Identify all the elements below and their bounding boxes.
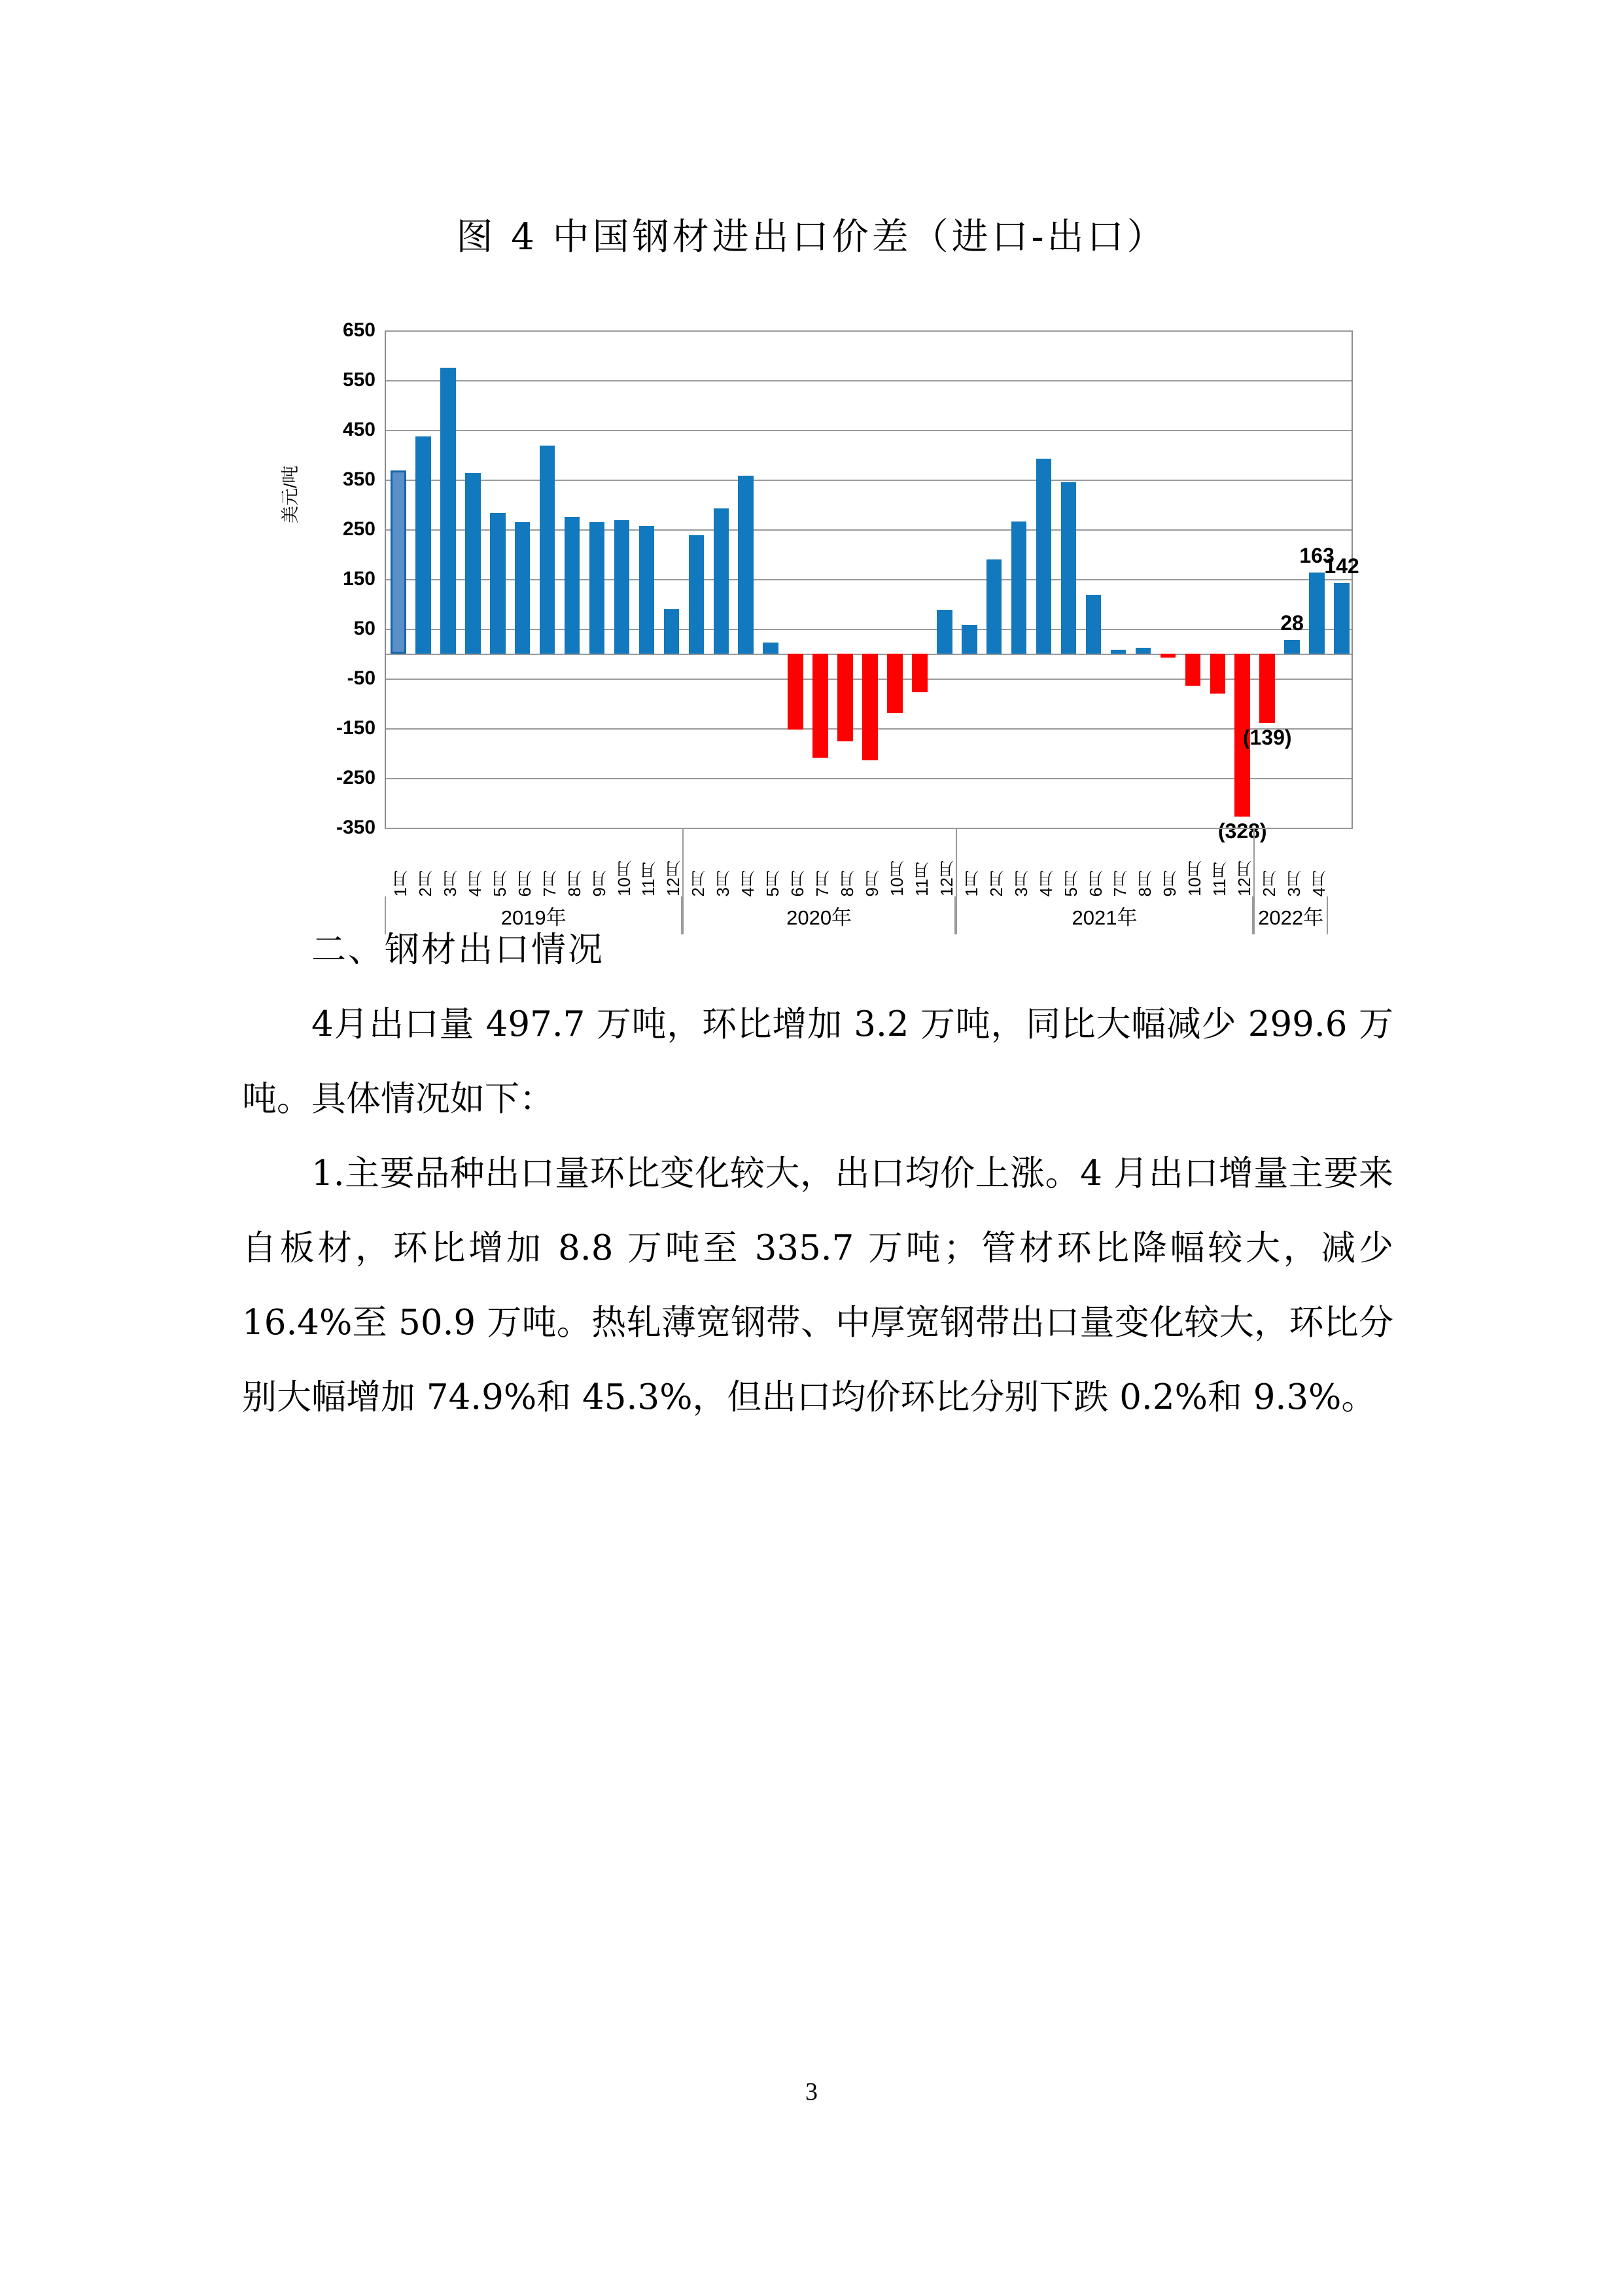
- bar[interactable]: [1334, 583, 1350, 654]
- x-tick-label: 4月: [738, 870, 758, 896]
- bar[interactable]: [614, 520, 630, 654]
- x-tick-label: 6月: [788, 870, 808, 896]
- y-tick-label: 150: [342, 568, 375, 590]
- x-tick-label: 9月: [589, 870, 609, 896]
- y-axis-title: 美元/吨: [281, 465, 300, 523]
- x-tick-label: 5月: [1060, 870, 1081, 896]
- x-tick-label: 8月: [564, 870, 584, 896]
- bar[interactable]: [1185, 654, 1201, 686]
- bar[interactable]: [788, 654, 803, 730]
- bar[interactable]: [1309, 573, 1325, 654]
- y-tick-label: 350: [342, 468, 375, 490]
- x-tick-label: 2月: [1259, 870, 1280, 896]
- year-separator: [1253, 828, 1255, 896]
- year-separator: [682, 828, 684, 896]
- x-tick-label: 5月: [763, 870, 783, 896]
- x-tick-label: 3月: [713, 870, 733, 896]
- bar[interactable]: [664, 609, 680, 654]
- bar[interactable]: [689, 535, 705, 654]
- x-tick-label: 3月: [440, 870, 460, 896]
- bar[interactable]: [639, 526, 655, 654]
- y-tick-label: -50: [347, 667, 375, 689]
- bar[interactable]: [962, 625, 977, 654]
- bar[interactable]: [1259, 654, 1275, 723]
- x-tick-label: 2月: [688, 870, 708, 896]
- bar[interactable]: [1086, 595, 1102, 654]
- bar[interactable]: [565, 517, 580, 654]
- x-tick-label: 4月: [464, 870, 485, 896]
- x-tick-label: 9月: [862, 870, 882, 896]
- x-tick-label: 2月: [415, 870, 435, 896]
- bar-data-label: (328): [1217, 819, 1267, 843]
- bar[interactable]: [887, 654, 903, 713]
- x-tick-label: 12月: [936, 860, 956, 896]
- section-heading: 二、钢材出口情况: [311, 930, 604, 970]
- x-tick-label: 1月: [961, 870, 981, 896]
- y-tick-label: 50: [353, 618, 375, 639]
- paragraph-2: 1.主要品种出口量环比变化较大，出口均价上涨。4 月出口增量主要来自板材，环比增加 8.8 万吨至 335.7 万吨；管材环比降幅较大，减少 16.4%至 50.9 万吨。热轧薄宽钢带、中厚宽钢带出口量变化较大，环比分别大幅增加 74.9%和 45.3%，但出口均价环比分别下跌 0.2%和 9.3%。: [242, 1154, 1393, 1417]
- x-tick-label: 12月: [663, 860, 684, 896]
- bar[interactable]: [763, 643, 778, 654]
- bar[interactable]: [440, 368, 456, 654]
- bar[interactable]: [738, 476, 754, 654]
- bar-series: [386, 330, 1359, 843]
- bar[interactable]: [912, 654, 928, 692]
- x-axis-month-labels: [385, 828, 1353, 896]
- x-axis-year-label: 2021年: [956, 896, 1253, 934]
- x-tick-label: 8月: [837, 870, 858, 896]
- y-axis-tick-labels: [294, 308, 381, 838]
- bar[interactable]: [1136, 648, 1151, 654]
- bar[interactable]: [515, 522, 531, 654]
- x-axis-year-label: 2019年: [385, 896, 682, 934]
- body-text: [242, 913, 1393, 1435]
- x-tick-label: 10月: [886, 860, 907, 896]
- y-tick-label: 250: [342, 518, 375, 540]
- x-tick-label: 4月: [1309, 870, 1329, 896]
- bar[interactable]: [937, 610, 952, 654]
- bar[interactable]: [391, 470, 406, 654]
- bar-data-label: 163: [1299, 544, 1335, 568]
- bar[interactable]: [1036, 459, 1052, 654]
- bar[interactable]: [862, 654, 878, 760]
- bar[interactable]: [1111, 650, 1126, 654]
- x-axis-year-label: 2022年: [1253, 896, 1328, 934]
- x-tick-label: 12月: [1234, 860, 1255, 896]
- x-tick-label: 6月: [514, 870, 534, 896]
- bar[interactable]: [812, 654, 828, 758]
- x-tick-label: 6月: [1085, 870, 1106, 896]
- x-tick-label: 11月: [638, 862, 659, 896]
- y-tick-label: -150: [336, 717, 375, 739]
- x-tick-label: 10月: [1185, 860, 1205, 896]
- bar[interactable]: [1284, 640, 1300, 654]
- bar[interactable]: [1210, 654, 1226, 694]
- x-tick-label: 10月: [614, 860, 634, 896]
- x-tick-label: 7月: [539, 870, 559, 896]
- y-tick-label: 650: [342, 319, 375, 341]
- x-tick-label: 11月: [911, 862, 932, 896]
- bar[interactable]: [1061, 482, 1077, 654]
- bar[interactable]: [415, 436, 431, 654]
- bar-data-label: 142: [1324, 554, 1359, 578]
- plot-area: [385, 330, 1359, 843]
- bar[interactable]: [540, 446, 555, 654]
- x-axis-year-label: 2020年: [682, 896, 955, 934]
- bar-data-label: (139): [1242, 725, 1292, 749]
- y-tick-label: -350: [336, 817, 375, 838]
- bar[interactable]: [490, 513, 506, 654]
- x-tick-label: 5月: [489, 870, 510, 896]
- y-tick-label: -250: [336, 767, 375, 788]
- x-tick-label: 3月: [1011, 870, 1031, 896]
- year-separator: [956, 828, 957, 896]
- x-tick-label: 7月: [812, 870, 833, 896]
- x-tick-label: 8月: [1135, 870, 1155, 896]
- x-axis: [385, 828, 1353, 929]
- bar-data-label: 28: [1280, 610, 1304, 635]
- bar[interactable]: [837, 654, 853, 741]
- bar[interactable]: [589, 522, 605, 654]
- figure-title: 图 4 中国钢材进出口价差（进口-出口）: [456, 216, 1167, 258]
- bar[interactable]: [1011, 521, 1027, 654]
- bar[interactable]: [986, 559, 1002, 654]
- x-tick-label: 1月: [390, 870, 410, 896]
- x-tick-label: 3月: [1284, 870, 1304, 896]
- y-tick-label: 450: [342, 419, 375, 440]
- bar-chart: [281, 308, 1359, 929]
- bar[interactable]: [714, 508, 729, 654]
- x-tick-label: 4月: [1036, 870, 1056, 896]
- y-tick-label: 550: [342, 369, 375, 391]
- x-tick-label: 2月: [986, 870, 1006, 896]
- x-tick-label: 9月: [1160, 870, 1180, 896]
- bar[interactable]: [465, 473, 481, 654]
- paragraph-1: 4月出口量 497.7 万吨，环比增加 3.2 万吨，同比大幅减少 299.6 万吨。具体情况如下：: [242, 1004, 1393, 1119]
- page-number: 3: [805, 2078, 818, 2106]
- x-tick-label: 7月: [1110, 870, 1130, 896]
- bar[interactable]: [1161, 654, 1176, 658]
- x-tick-label: 11月: [1210, 862, 1230, 896]
